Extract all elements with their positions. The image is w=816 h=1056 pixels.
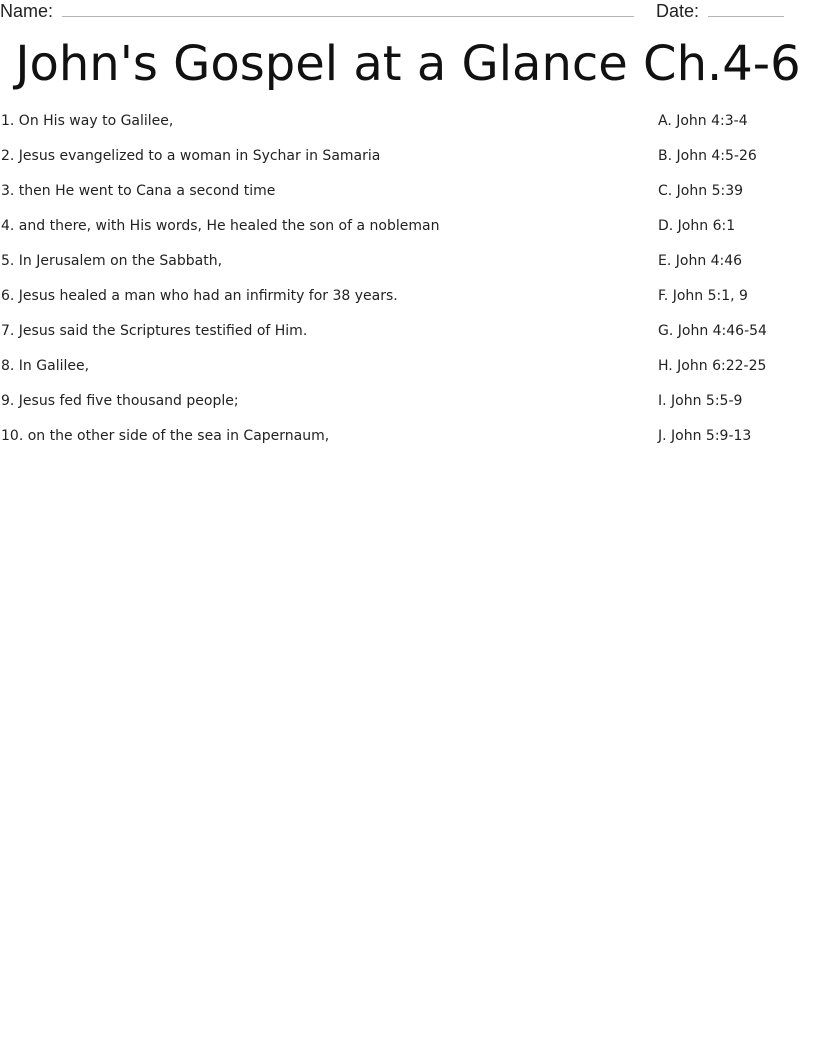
list-item	[0, 356, 816, 391]
answer-option: B. John 4:5-26	[658, 148, 757, 164]
list-item	[0, 251, 816, 286]
list-item	[0, 111, 816, 146]
answer-option: I. John 5:5-9	[658, 393, 743, 409]
clue-text: 7. Jesus said the Scriptures testified of Him.	[1, 323, 308, 339]
date-blank-line	[708, 16, 784, 17]
clue-text: 1. On His way to Galilee,	[1, 113, 174, 129]
clue-text: 5. In Jerusalem on the Sabbath,	[1, 253, 223, 269]
answer-option: E. John 4:46	[658, 253, 743, 269]
clue-text: 3. then He went to Cana a second time	[1, 183, 276, 199]
list-item	[0, 146, 816, 181]
answer-option: D. John 6:1	[658, 218, 736, 234]
answer-option: A. John 4:3-4	[658, 113, 748, 129]
answer-option: F. John 5:1, 9	[658, 288, 748, 304]
clue-text: 10. on the other side of the sea in Capernaum,	[1, 428, 330, 444]
list-item	[0, 216, 816, 251]
name-label: Name:	[0, 1, 54, 21]
list-item	[0, 286, 816, 321]
date-label: Date:	[656, 1, 700, 21]
answer-option: G. John 4:46-54	[658, 323, 767, 339]
list-item	[0, 321, 816, 356]
name-blank-line	[62, 16, 634, 17]
clue-text: 2. Jesus evangelized to a woman in Sychar in Samaria	[1, 148, 381, 164]
clue-text: 9. Jesus fed five thousand people;	[1, 393, 239, 409]
answer-option: H. John 6:22-25	[658, 358, 767, 374]
list-item	[0, 181, 816, 216]
worksheet-header	[0, 0, 816, 24]
list-item	[0, 426, 816, 461]
clue-text: 4. and there, with His words, He healed the son of a nobleman	[1, 218, 440, 234]
answer-option: C. John 5:39	[658, 183, 744, 199]
matching-list	[0, 111, 816, 461]
answer-option: J. John 5:9-13	[658, 428, 752, 444]
page-title: John's Gospel at a Glance Ch.4-6	[15, 36, 801, 92]
clue-text: 6. Jesus healed a man who had an infirmity for 38 years.	[1, 288, 398, 304]
list-item	[0, 391, 816, 426]
clue-text: 8. In Galilee,	[1, 358, 90, 374]
